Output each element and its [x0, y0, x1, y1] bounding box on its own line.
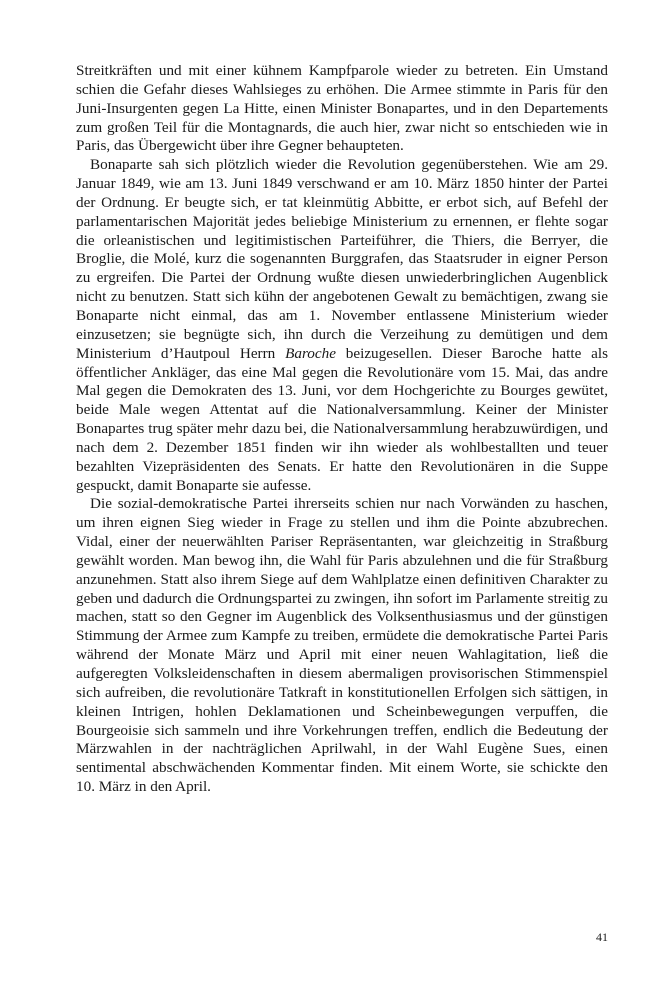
paragraph-3: Die sozial-demokratische Partei ihrerseits schien nur nach Vorwänden zu haschen, um ihren eignen Sieg wieder in Frage zu stellen und ihm die Pointe abzubrechen. Vidal, einer der neuerwählten Pariser Repräsentanten, war gleichzeitig in Straßburg gewählt worden. Man bewog ihn, die Wahl für Paris abzulehnen und die für Straßburg anzunehmen. Statt also ihrem Siege auf dem Wahlplatze einen definitiven Charakter zu geben und dadurch die Ordnungspartei zu zwingen, ihn sofort im Parlamente streitig zu machen, statt so den Gegner im Augenblick des Volksenthusiasmus und der günstigen Stimmung der Armee zum Kampfe zu treiben, ermüdete die demokratische Partei Paris während der Monate März und April mit einer neuen Wahlagitation, ließ die aufgeregten Volksleidenschaften in diesem abermaligen provisorischen Stimmenspiel sich aufreiben, die revolutionäre Tatkraft in konstitutionellen Erfolgen sich sättigen, in kleinen Intrigen, hohlen Deklamationen und Scheinbewegungen verpuffen, die Bourgeoisie sich sammeln und ihre Vorkehrungen treffen, endlich die Bedeutung der Märzwahlen in der nachträglichen Aprilwahl, in der Wahl Eugène Sues, einen sentimental abschwächenden Kommentar finden. Mit einem Worte, sie schickte den 10. März in den April. [76, 495, 608, 796]
paragraph-2-text-a: Bonaparte sah sich plötzlich wieder die Revolution gegenüberstehen. Wie am 29. Januar 1849, wie am 13. Juni 1849 verschwand er am 10. März 1850 hinter der Partei der Ordnung. Er beugte sich, er tat kleinmütig Abbitte, er erbot sich, auf Befehl der parlamentarischen Majorität jedes beliebige Ministerium zu ernennen, er flehte sogar die orleanistischen und legitimistischen Parteiführer, die Thiers, die Berryer, die Broglie, die Molé, kurz die sogenannten Burggrafen, das Staatsruder in eigner Person zu ergreifen. Die Partei der Ordnung wußte diesen unwiederbringlichen Augenblick nicht zu benutzen. Statt sich kühn der angebotenen Gewalt zu bemächtigen, zwang sie Bonaparte nicht einmal, das am 1. November entlassene Ministerium wieder einzusetzen; sie begnügte sich, ihn durch die Verzeihung zu demütigen und dem Ministerium d’Hautpoul Herrn [76, 156, 608, 362]
paragraph-2-italic-name: Baroche [285, 344, 336, 362]
page-number: 41 [596, 930, 608, 944]
paragraph-2 [76, 156, 608, 495]
page-body [76, 62, 608, 797]
paragraph-2-text-b: beizugesellen. Dieser Baroche hatte als öffentlicher Ankläger, das eine Mal gegen die Revolutionäre vom 15. Mai, das andre Mal gegen die Demokraten des 13. Juni, vor dem Hochgerichte zu Bourges gewütet, beide Male wegen Attentat auf die Nationalversammlung. Keiner der Minister Bonapartes trug später mehr dazu bei, die Nationalversammlung herabzuwürdigen, und nach dem 2. Dezember 1851 finden wir ihn wieder als wohlbestallten und teuer bezahlten Vizepräsidenten des Senats. Er hatte den Revolutionären in die Suppe gespuckt, damit Bonaparte sie aufesse. [76, 344, 609, 494]
paragraph-1: Streitkräften und mit einer kühnem Kampfparole wieder zu betreten. Ein Umstand schien die Gefahr dieses Wahlsieges zu erhöhen. Die Armee stimmte in Paris für den Juni-Insurgenten gegen La Hitte, einen Minister Bonapartes, und in den Departements zum großen Teil für die Montagnards, die auch hier, zwar nicht so entschieden wie in Paris, das Übergewicht über ihre Gegner behaupteten. [76, 62, 608, 155]
